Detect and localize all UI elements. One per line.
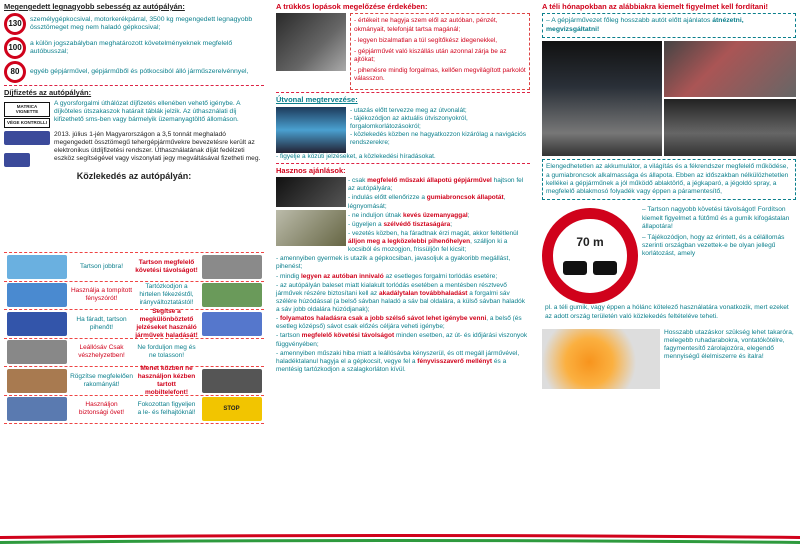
speed-row — [4, 13, 264, 35]
tip-item: - indulás előtt ellenőrizze a gumiabroncsok állapotát, légnyomását; — [348, 194, 506, 210]
traffic-row — [4, 253, 264, 282]
traffic-illustration-image — [7, 369, 67, 393]
speed-list — [4, 13, 264, 83]
tips-title: Hasznos ajánlások: — [276, 165, 346, 175]
distance-sign — [542, 208, 638, 304]
tip-item: - az autópályán baleset miatt kialakult torlódás esetében a mentésben résztvevő járművek részére biztosítani kell az akadálytalan továbbhaladást a forgalmi sáv szélére húzódással (a belső sávban haladó a sáv bal oldalára, a külső sávban haladók a sáv jobb oldalára húzódjanak); — [276, 281, 525, 313]
trick-box — [350, 13, 530, 90]
toll-text-2: 2013. július 1-jén Magyarországon a 3,5 tonnát meghaladó megengedett össztömegű tehergépjárművekre bevezetésre került az elektronikus útdíjfizetési rendszer. Úthasználatának díját fedélzeti eszköz segítségével vagy viszonylati jegy megváltásával fizetheti meg. — [54, 130, 261, 163]
traffic-label: Tartson jobbra! — [80, 262, 123, 270]
traffic-label: Menet közben ne használjon kézben tartott mobiltelefont! — [137, 364, 196, 396]
tip-item: - csak megfelelő műszaki állapotú gépjárművel hajtson fel az autópályára; — [348, 177, 524, 193]
speed-text: a külön jogszabályban meghatározott követelményeknek megfelelő autóbusszal; — [30, 39, 233, 56]
traffic-illustration — [199, 339, 264, 367]
traffic-illustration-image — [202, 283, 262, 307]
route-title: Útvonal megtervezése: — [276, 95, 358, 105]
trick-item: - legyen bizalmatlan a túl segítőkész idegenekkel, — [354, 36, 498, 44]
speed-text: személygépkocsival, motorkerékpárral, 3500 kg megengedett legnagyobb össztömeget meg nem haladó gépkocsival; — [30, 15, 253, 32]
traffic-illustration-image — [7, 283, 67, 307]
traffic-label: Ne forduljon meg és ne tolasson! — [137, 344, 196, 360]
traffic-label: Segítse a megkülönböztető jelzéseket használó járművek haladását! — [135, 307, 198, 339]
traffic-illustration — [199, 396, 264, 424]
toll-sign-2: VÉGE KONTROLLI — [4, 118, 50, 128]
traffic-illustration — [199, 367, 264, 395]
speed-title: Megengedett legnagyobb sebesség az autópályán: — [4, 2, 185, 11]
traffic-label: Használja a tompított fényszórót! — [70, 287, 133, 303]
driver-photo — [276, 210, 346, 246]
night-road-photo — [542, 41, 662, 156]
fuel-gauge-photo — [276, 177, 346, 207]
bottom-stripes — [0, 530, 800, 547]
car-key-photo — [276, 13, 346, 71]
traffic-illustration-image — [7, 255, 67, 279]
speed-limit-sign: 100 — [4, 37, 26, 59]
tips-photos — [276, 177, 346, 246]
traffic-illustration-image — [202, 340, 262, 364]
traffic-illustration — [4, 339, 69, 367]
toll-device-icon — [4, 131, 50, 145]
speed-row — [4, 61, 264, 83]
tip-item: - amennyiben gyermek is utazik a gépkocsiban, javasoljuk a gyakoribb megállást, pihenést; — [276, 255, 511, 271]
headlight-photo — [664, 99, 796, 156]
traffic-row — [4, 339, 264, 368]
traffic-illustration-image — [202, 369, 262, 393]
traffic-row — [4, 396, 264, 425]
stop-sign-icon: STOP — [202, 397, 262, 421]
tip-item: - vezetés közben, ha fáradtnak érzi magát, akkor feltétlenül álljon meg a legközelebbi pihenőhelyen, szálljon ki a kocsiból és mozogjon, frissüljön fel kicsit; — [348, 229, 519, 254]
traffic-label: Tartózkodjon a hirtelen fékezéstől, irányváltoztatástól! — [139, 283, 194, 307]
trick-title: A trükkös lopások megelőzése érdekében: — [276, 2, 428, 11]
trick-item: - gépjárművét való kiszállás után azonnal zárja be az ajtókat; — [354, 47, 507, 63]
car-icon — [563, 261, 587, 275]
toll-sign-1: MATRICA VIGNETTE — [4, 102, 50, 117]
traffic-title: Közlekedés az autópályán: — [76, 170, 192, 181]
traffic-label: Tartson megfelelő követési távolságot! — [135, 258, 198, 274]
traffic-illustration-image — [7, 340, 67, 364]
tip-item: - ügyeljen a szélvédő tisztaságára; — [348, 220, 453, 228]
winter-title: A téli hónapokban az alábbiakra kiemelt figyelmet kell fordítani! — [542, 2, 769, 11]
divider — [4, 85, 264, 86]
toll-title: Díjfizetés az autópályán: — [4, 88, 92, 98]
traffic-row — [4, 307, 264, 339]
engine-photo — [664, 41, 796, 97]
equipment-text: Elengedhetetlen az akkumulátor, a világítás és a fékrendszer megfelelő működése, a gumiabroncsok alkalmassága és állapota. Ebben az időszakban nélkülözhetetlen kellékei a gépjárműnek a jól működő ablaktörlő, a jégkaparó, a jégoldó spray, a megfelelő ablakmosó folyadék vagy éppen a páramentesítő, — [542, 159, 796, 200]
traffic-label: Rögzítse megfelelően rakományát! — [70, 372, 133, 388]
traffic-label: Leállósáv Csak vészhelyzetben! — [78, 344, 125, 360]
traffic-label: Ha fáradt, tartson pihenőt! — [76, 315, 127, 331]
speed-limit-sign: 80 — [4, 61, 26, 83]
green-stripe — [0, 539, 800, 544]
tip-item: - tartson megfelelő követési távolságot minden esetben, az út- és időjárási viszonyok függvényében; — [276, 332, 528, 348]
traffic-illustration — [4, 367, 69, 395]
tip-item: - mindig legyen az autóban innivaló az esetleges forgalmi torlódás esetére; — [276, 272, 498, 280]
speed-limit-sign: 130 — [4, 13, 26, 35]
red-stripe — [0, 534, 800, 539]
traffic-illustration-image — [7, 397, 67, 421]
route-item: - közlekedés közben ne hagyatkozzon kizárólag a navigációs rendszerekre; — [350, 131, 526, 147]
traffic-row — [4, 282, 264, 311]
distance-item: – Tájékozódjon, hogy az érintett, és a célállomás szerinti országban vezettek-e be olyan jellegű korlátozást, amely — [642, 233, 785, 258]
distance-item: – Tartson nagyobb követési távolságot! Fordítson kiemelt figyelmet a fútőmű és a gumik kifogástalan állapotára! — [642, 206, 790, 230]
trip-text: Hosszabb utazáskor szükség lehet takaróra, melegebb ruhadarabokra, vontatókötélre, fagymentesítő zárolajozóra, elegendő mennyiségű élelmiszerre és italra! — [664, 328, 794, 361]
tip-item: - folyamatos haladásra csak a jobb szélső sávot lehet igénybe venni, a belső (és esetleg középső) sávot csak előzés céljára veheti igénybe; — [276, 315, 522, 331]
traffic-illustration — [199, 310, 264, 338]
tip-item: - amennyiben műszaki hiba miatt a leállósávba kényszerül, és ott megáll járművével, haladéktalanul hagyja el a gépkocsit, vegye fel a fényvisszaverő mellényt és a mentésig tartózkodjon a szalagkorláton kívül. — [276, 349, 520, 373]
traffic-label: Fokozottan figyeljen a le- és felhajtóknál! — [137, 401, 196, 417]
traffic-table — [4, 252, 264, 424]
speed-text: egyéb gépjárművel, gépjárműből és pótkocsiból álló járműszerelvénnyel, — [30, 68, 249, 76]
traffic-illustration-image — [202, 255, 262, 279]
traffic-illustration-image — [202, 312, 262, 336]
tip-item: - ne induljon útnak kevés üzemanyaggal; — [348, 211, 470, 219]
trick-item: - értékeit ne hagyja szem elől az autóban, pénzét, okmányait, telefonját tartsa magánál; — [354, 17, 498, 33]
tow-rope-photo — [542, 329, 660, 389]
truck-icon — [4, 153, 30, 167]
traffic-illustration — [4, 396, 69, 424]
traffic-illustration — [4, 310, 69, 338]
column-right — [538, 0, 800, 530]
gps-photo — [276, 107, 346, 153]
trick-item: - pihenésre mindig forgalmas, kellően megvilágított parkolót válasszon. — [354, 67, 526, 83]
column-middle — [272, 0, 534, 530]
distance-sign-label: 70 m — [576, 235, 604, 250]
traffic-illustration-image — [7, 312, 67, 336]
traffic-label: Használjon biztonsági övet! — [78, 401, 125, 417]
toll-text-1: A gyorsforgalmi úthálózat díjfizetés ellenében vehető igénybe. A díjköteles útszakaszok határait táblák jelzik. Az úthasználati díj kifizethető sms-ben vagy bármelyik üzemanyagtöltő állomáson. — [54, 99, 241, 124]
car-icon — [593, 261, 617, 275]
winter-intro: – A gépjárművezet főleg hosszabb autót előtt ajánlatos átnézetni, megvizsgáltatni! — [542, 13, 796, 38]
route-last: - figyelje a közúti jelzéseket, a közlekedési híradásokat. — [276, 152, 436, 160]
route-item: - utazás előtt tervezze meg az útvonalát; — [350, 106, 467, 114]
speed-row — [4, 37, 264, 59]
traffic-illustration — [4, 253, 69, 281]
traffic-row — [4, 364, 264, 396]
traffic-illustration — [4, 282, 69, 310]
toll-signs — [4, 102, 50, 128]
traffic-illustration — [199, 282, 264, 310]
traffic-illustration — [199, 253, 264, 281]
route-item: - tájékozódjon az aktuális útviszonyokról, forgalomkorlátozásokról; — [350, 114, 468, 130]
truck-illustrations — [4, 131, 50, 167]
distance-tail: pl. a téli gumik, vagy éppen a hólánc kötelező használatára vonatkozik, mert ezeket az adott ország területén való közlekedés feltételéve teheti. — [545, 304, 789, 320]
